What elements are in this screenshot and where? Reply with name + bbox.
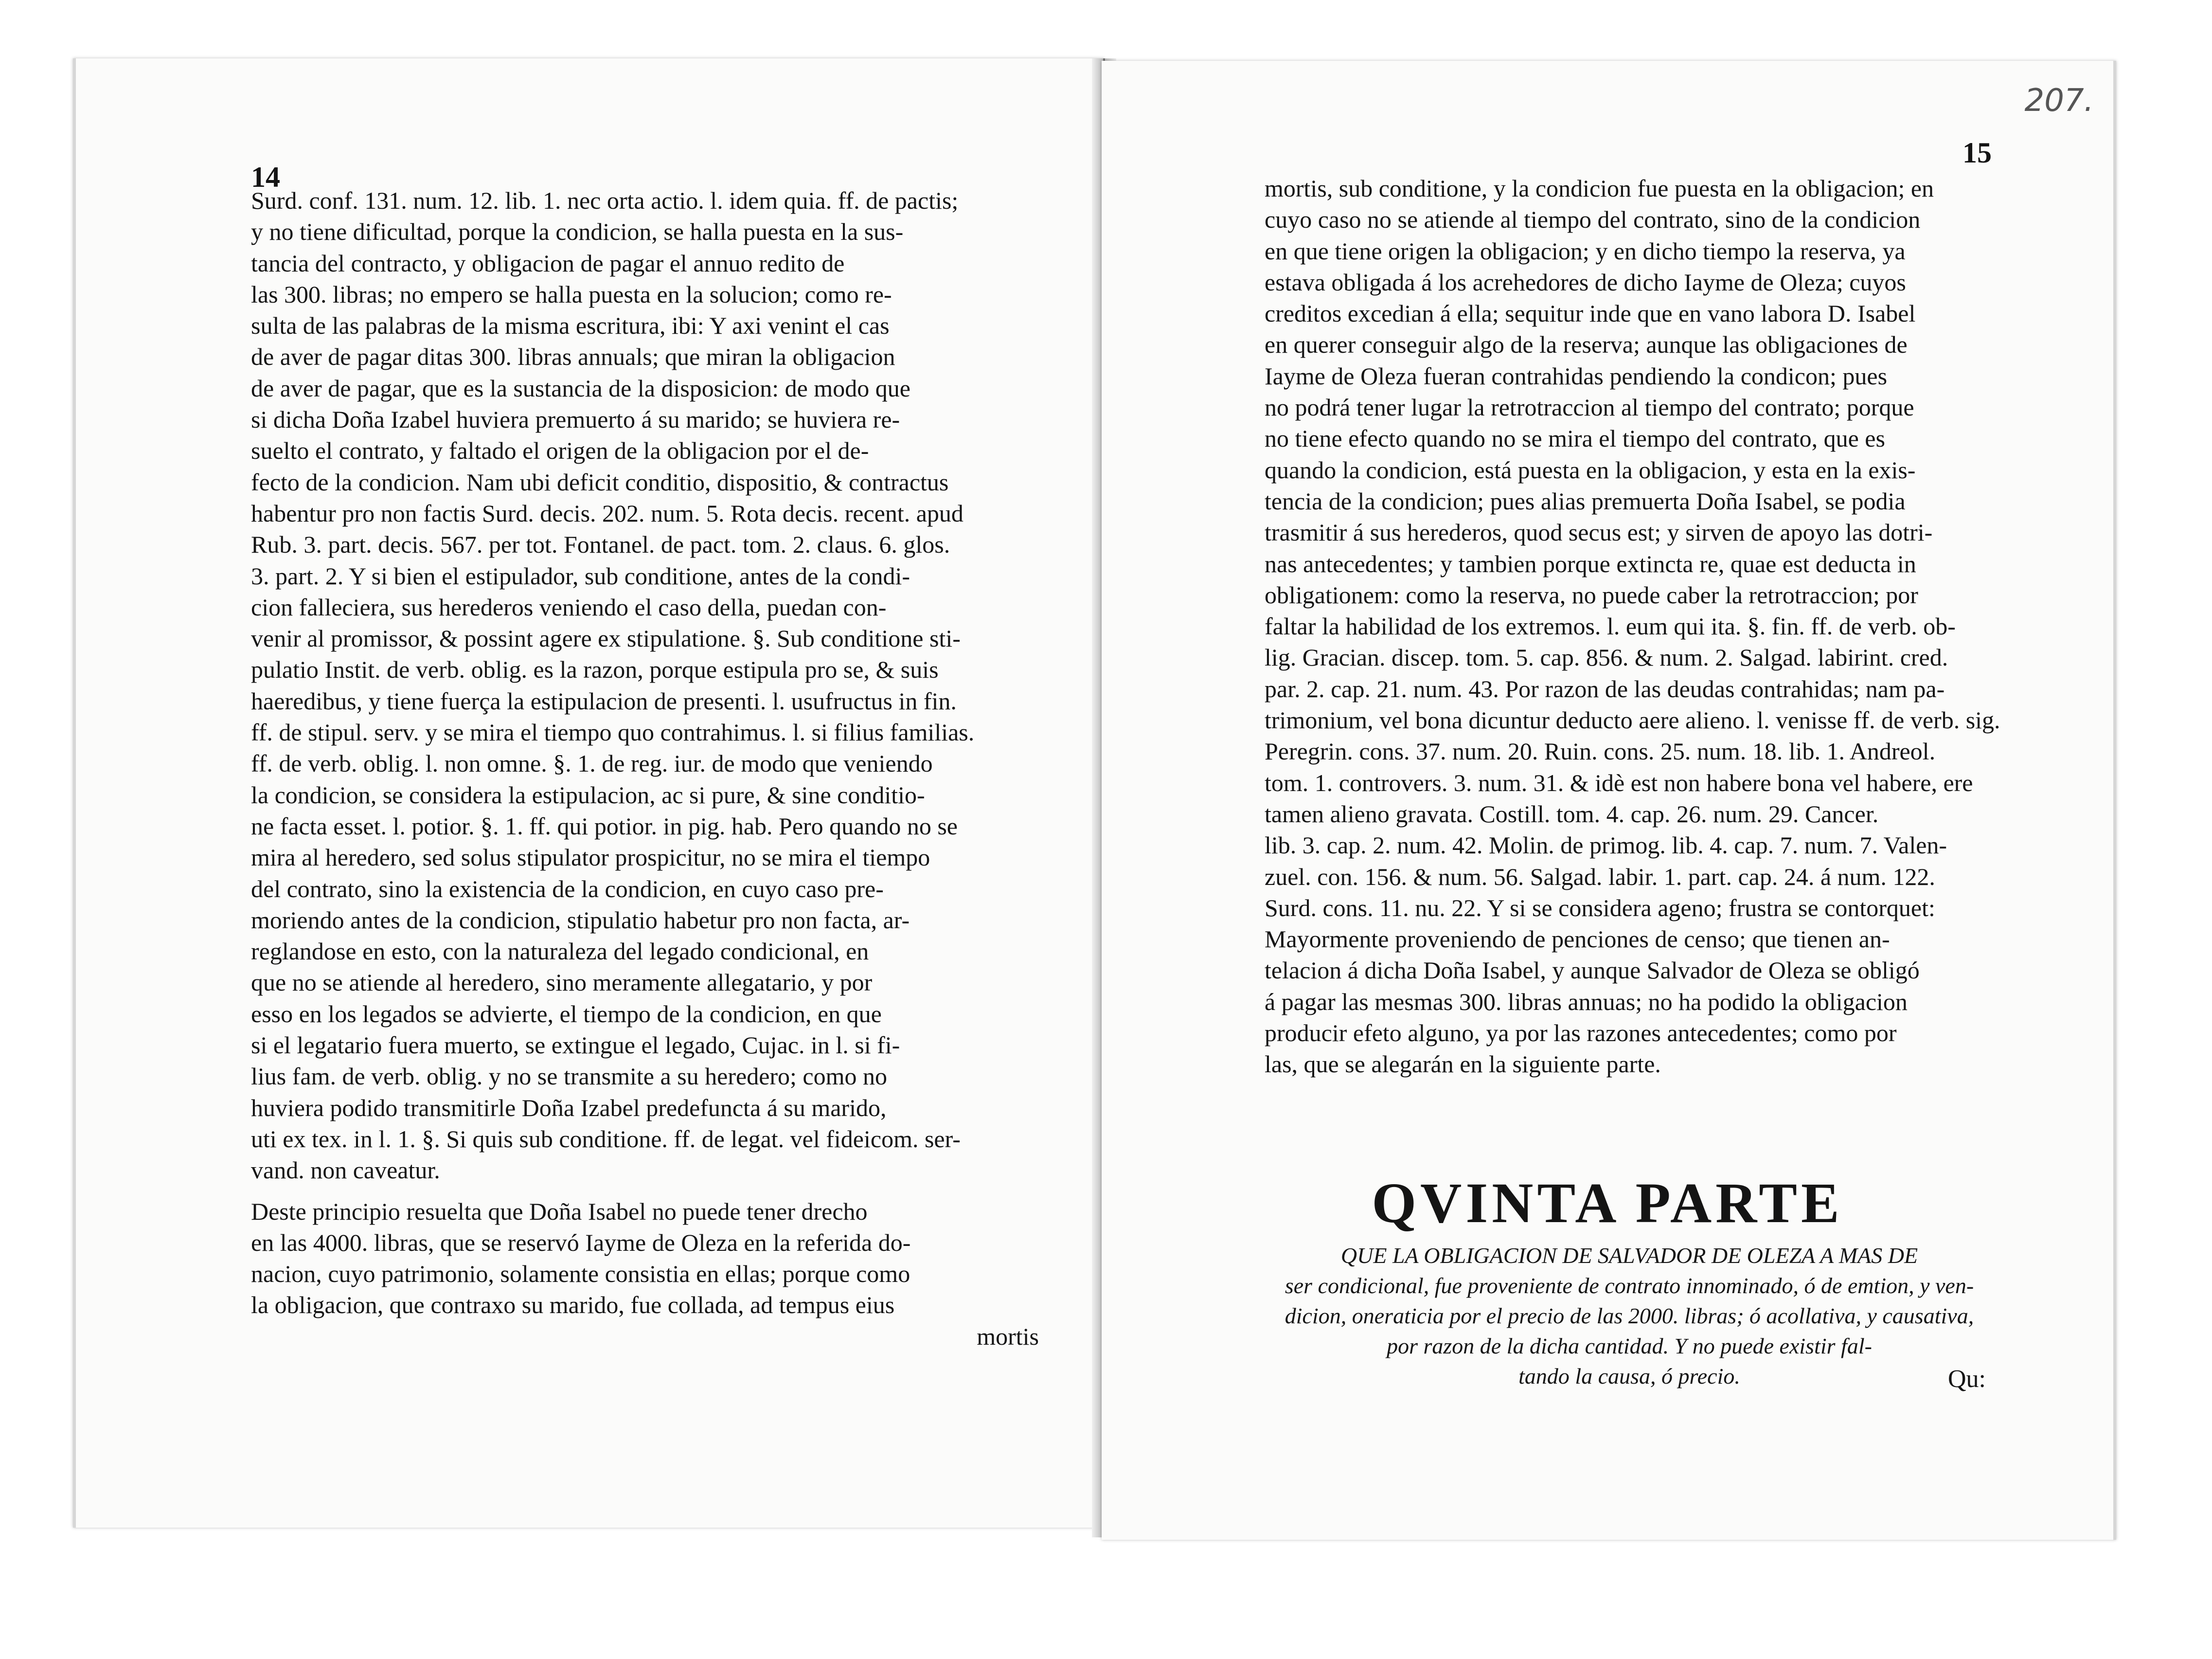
text-line: en que tiene origen la obligacion; y en dicho tiempo la reserva, ya	[1265, 237, 1906, 265]
text-line: moriendo antes de la condicion, stipulatio habetur pro non facta, ar-	[251, 906, 910, 934]
text-line: ff. de stipul. serv. y se mira el tiempo quo contrahimus. l. si filius familias.	[251, 719, 975, 746]
text-line: tamen alieno gravata. Costill. tom. 4. cap. 26. num. 29. Cancer.	[1265, 800, 1879, 828]
text-line: las, que se alegarán en la siguiente parte.	[1265, 1050, 1661, 1078]
summary-line: dicion, oneraticia por el precio de las 2000. libras; ó acollativa, y causativa,	[1284, 1303, 1974, 1328]
text-line: fecto de la condicion. Nam ubi deficit conditio, dispositio, & contractus	[251, 468, 949, 496]
catchword-right: Qu:	[1948, 1365, 1986, 1393]
text-line: Deste principio resuelta que Doña Isabel no puede tener drecho	[251, 1197, 868, 1225]
text-line: vand. non caveatur.	[251, 1156, 440, 1184]
text-line: si dicha Doña Izabel huviera premuerto á su marido; se huviera re-	[251, 406, 900, 433]
text-line: telacion á dicha Doña Isabel, y aunque Salvador de Oleza se obligó	[1265, 956, 1920, 984]
archive-folio-mark: 207.	[2024, 83, 2094, 119]
text-line: Rub. 3. part. decis. 567. per tot. Fontanel. de pact. tom. 2. claus. 6. glos.	[251, 531, 950, 559]
text-line: las 300. libras; no empero se halla puesta en la solucion; como re-	[251, 280, 892, 308]
text-line: de aver de pagar, que es la sustancia de la disposicion: de modo que	[251, 374, 910, 402]
text-line: mortis, sub conditione, y la condicion fue puesta en la obligacion; en	[1265, 175, 1934, 202]
text-line: par. 2. cap. 21. num. 43. Por razon de las deudas contrahidas; nam pa-	[1265, 675, 1945, 703]
text-line: zuel. con. 156. & num. 56. Salgad. labir. 1. part. cap. 24. á num. 122.	[1265, 863, 1935, 890]
text-line: en querer conseguir algo de la reserva; aunque las obligaciones de	[1265, 331, 1908, 359]
text-line: en las 4000. libras, que se reservó Iayme de Oleza en la referida do-	[251, 1228, 911, 1256]
text-line: trasmitir á sus herederos, quod secus est; y sirven de apoyo las dotri-	[1265, 519, 1933, 546]
text-line: estava obligada á los acrehedores de dicho Iayme de Oleza; cuyos	[1265, 268, 1906, 296]
text-line: la condicion, se considera la estipulacion, ac si pure, & sine conditio-	[251, 781, 925, 809]
text-line: esso en los legados se advierte, el tiempo de la condicion, en que	[251, 1000, 882, 1028]
summary-line: ser condicional, fue proveniente de contrato innominado, ó de emtion, y ven-	[1284, 1273, 1974, 1298]
text-line: sulta de las palabras de la misma escritura, ibi: Y axi venint el cas	[251, 312, 890, 340]
text-line: nacion, cuyo patrimonio, solamente consistia en ellas; porque como	[251, 1260, 910, 1288]
page-number-right: 15	[1962, 137, 1992, 169]
text-line: mira al heredero, sed solus stipulator prospicitur, no se mira el tiempo	[251, 844, 930, 871]
left-paragraph-1	[251, 185, 1039, 1186]
text-line: reglandose en esto, con la naturaleza del legado condicional, en	[251, 938, 869, 965]
text-line: la obligacion, que contraxo su marido, fue collada, ad tempus eius	[251, 1291, 895, 1319]
text-line: Mayormente proveniendo de penciones de censo; que tienen an-	[1265, 925, 1890, 953]
summary-line: por razon de la dicha cantidad. Y no puede existir fal-	[1387, 1334, 1872, 1358]
section-heading: QVINTA PARTE	[1372, 1171, 1843, 1235]
text-line: lig. Gracian. discep. tom. 5. cap. 856. & num. 2. Salgad. labirint. cred.	[1265, 644, 1948, 671]
text-line: tom. 1. controvers. 3. num. 31. & idè est non habere bona vel habere, ere	[1265, 769, 1973, 796]
text-line: Peregrin. cons. 37. num. 20. Ruin. cons. 25. num. 18. lib. 1. Andreol.	[1265, 738, 1936, 765]
page-number-left: 14	[251, 161, 280, 193]
text-line: faltar la habilidad de los extremos. l. eum qui ita. §. fin. ff. de verb. ob-	[1265, 613, 1956, 640]
left-page	[73, 58, 1105, 1528]
text-line: lius fam. de verb. oblig. y no se transmite a su heredero; como no	[251, 1063, 888, 1090]
text-line: del contrato, sino la existencia de la condicion, en cuyo caso pre-	[251, 875, 884, 902]
text-line: á pagar las mesmas 300. libras annuas; no ha podido la obligacion	[1265, 988, 1908, 1015]
text-line: pulatio Instit. de verb. oblig. es la razon, porque estipula pro se, & suis	[251, 656, 939, 684]
text-line: no tiene efecto quando no se mira el tiempo del contrato, que es	[1265, 425, 1885, 452]
text-line: creditos excedian á ella; sequitur inde que en vano labora D. Isabel	[1265, 300, 1916, 327]
summary-line: tando la causa, ó precio.	[1518, 1364, 1740, 1389]
text-line: tancia del contracto, y obligacion de pagar el annuo redito de	[251, 249, 845, 277]
summary-line: QUE LA OBLIGACION DE SALVADOR DE OLEZA A MAS DE	[1340, 1243, 1918, 1268]
left-paragraph-2	[251, 1196, 1039, 1321]
text-line: huviera podido transmitirle Doña Izabel predefuncta á su marido,	[251, 1094, 887, 1121]
right-paragraph-1	[1265, 173, 2009, 1080]
right-page-text	[1265, 173, 2009, 1080]
section-summary	[1265, 1241, 1994, 1391]
text-line: suelto el contrato, y faltado el origen de la obligacion por el de-	[251, 437, 869, 465]
text-line: habentur pro non factis Surd. decis. 202. num. 5. Rota decis. recent. apud	[251, 499, 963, 527]
text-line: 3. part. 2. Y si bien el estipulador, sub conditione, antes de la condi-	[251, 562, 910, 590]
text-line: cion falleciera, sus herederos veniendo el caso della, puedan con-	[251, 593, 887, 621]
text-line: producir efeto alguno, ya por las razones antecedentes; como por	[1265, 1019, 1897, 1047]
text-line: que no se atiende al heredero, sino meramente allegatario, y por	[251, 969, 873, 996]
text-line: Surd. conf. 131. num. 12. lib. 1. nec orta actio. l. idem quia. ff. de pactis;	[251, 187, 959, 214]
text-line: ne facta esset. l. potior. §. 1. ff. qui potior. in pig. hab. Pero quando no se	[251, 812, 958, 840]
text-line: uti ex tex. in l. 1. §. Si quis sub conditione. ff. de legat. vel fideicom. ser-	[251, 1125, 961, 1153]
text-line: quando la condicion, está puesta en la obligacion, y esta en la exis-	[1265, 456, 1916, 484]
text-line: obligationem: como la reserva, no puede caber la retrotraccion; por	[1265, 581, 1918, 609]
text-line: haeredibus, y tiene fuerça la estipulacion de presenti. l. usufructus in fin.	[251, 687, 957, 715]
text-line: Iayme de Oleza fueran contrahidas pendiendo la condicon; pues	[1265, 362, 1888, 390]
text-line: tencia de la condicion; pues alias premuerta Doña Isabel, se podia	[1265, 487, 1906, 515]
text-line: no podrá tener lugar la retrotraccion al tiempo del contrato; porque	[1265, 394, 1914, 421]
text-line: trimonium, vel bona dicuntur deducto aere alieno. l. venisse ff. de verb. sig.	[1265, 706, 2000, 734]
text-line: lib. 3. cap. 2. num. 42. Molin. de primog. lib. 4. cap. 7. num. 7. Valen-	[1265, 831, 1947, 859]
text-line: ff. de verb. oblig. l. non omne. §. 1. de reg. iur. de modo que veniendo	[251, 750, 933, 777]
text-line: si el legatario fuera muerto, se extingue el legado, Cujac. in l. si fi-	[251, 1031, 900, 1059]
catchword-left: mortis	[977, 1322, 1039, 1350]
text-line: Surd. cons. 11. nu. 22. Y si se considera ageno; frustra se contorquet:	[1265, 894, 1935, 921]
text-line: venir al promissor, & possint agere ex stipulatione. §. Sub conditione sti-	[251, 625, 961, 652]
text-line: nas antecedentes; y tambien porque extincta re, quae est deducta in	[1265, 550, 1916, 577]
text-line: cuyo caso no se atiende al tiempo del contrato, sino de la condicion	[1265, 206, 1921, 234]
text-line: de aver de pagar ditas 300. libras annuals; que miran la obligacion	[251, 343, 895, 371]
text-line: y no tiene dificultad, porque la condicion, se halla puesta en la sus-	[251, 218, 904, 246]
left-page-text	[251, 185, 1039, 1352]
